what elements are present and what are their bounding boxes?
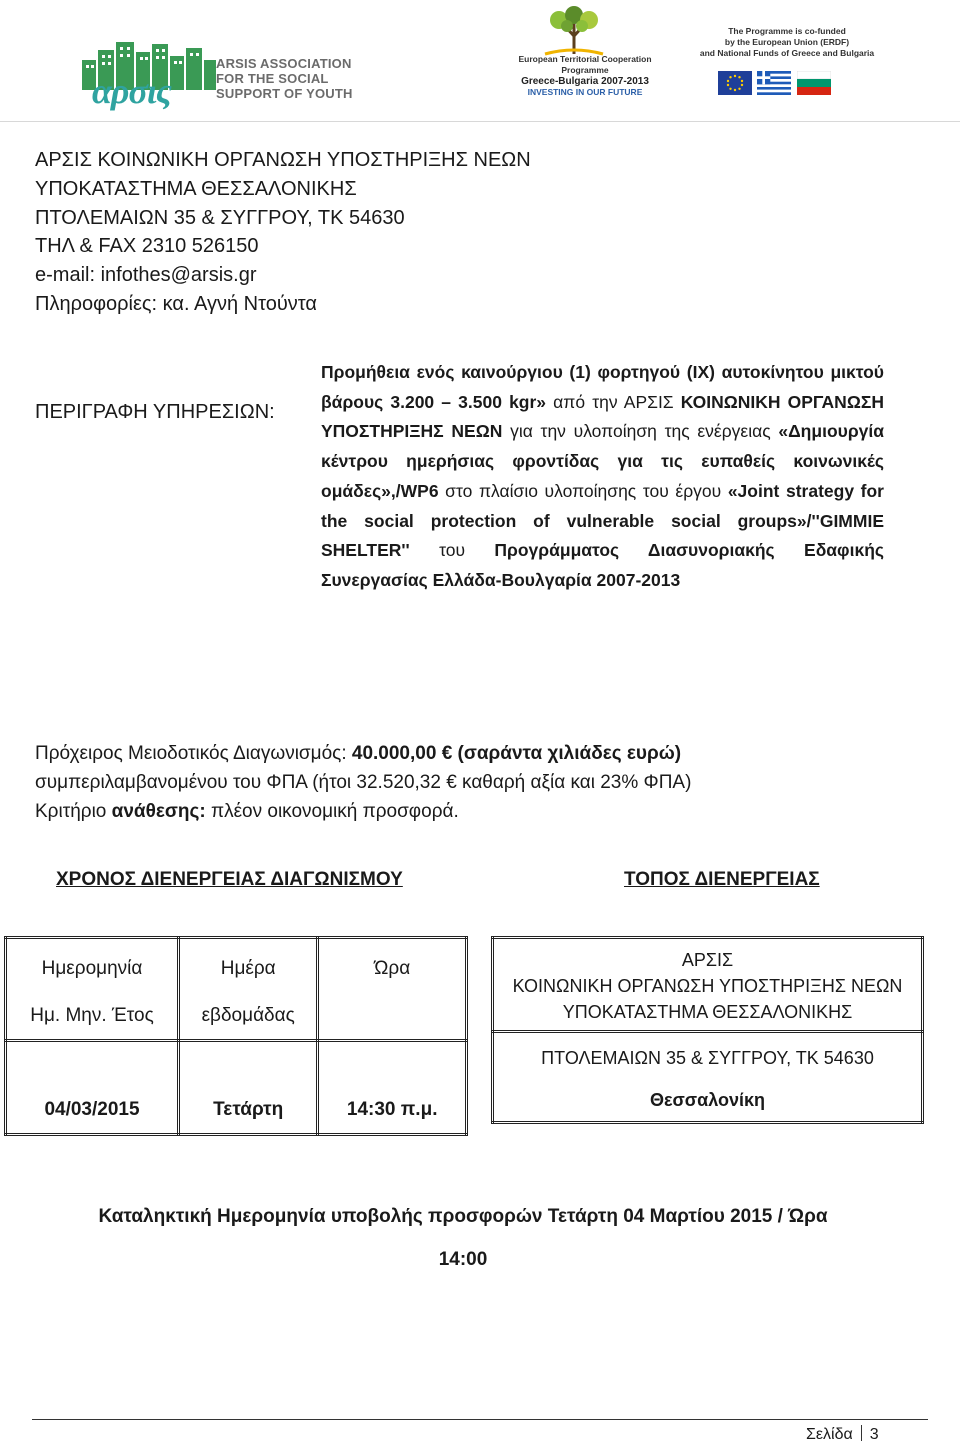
etcp-tree-icon	[535, 6, 613, 56]
place-organization-cell: ΑΡΣΙΣ ΚΟΙΝΩΝΙΚΗ ΟΡΓΑΝΩΣΗ ΥΠΟΣΤΗΡΙΞΗΣ ΝΕΩΝ ΥΠΟΚΑΤΑΣΤΗΜΑ ΘΕΣΣΑΛΟΝΙΚΗΣ	[493, 938, 923, 1032]
greece-flag-icon	[757, 71, 791, 95]
day-value: Τετάρτη	[179, 1041, 318, 1135]
budget-line-amount: Πρόχειρος Μειοδοτικός Διαγωνισμός: 40.000,00 € (σαράντα χιλιάδες ευρώ)	[35, 743, 682, 764]
place-heading: ΤΟΠΟΣ ΔΙΕΝΕΡΓΕΙΑΣ	[624, 869, 820, 890]
sender-org-name: ΑΡΣΙΣ ΚΟΙΝΩΝΙΚΗ ΟΡΓΑΝΩΣΗ ΥΠΟΣΤΗΡΙΞΗΣ ΝΕΩΝ	[35, 149, 531, 171]
budget-line-vat: συμπεριλαμβανομένου του ΦΠΑ (ήτοι 32.520,32 € καθαρή αξία και 23% ΦΠΑ)	[35, 772, 692, 793]
place-address-cell	[493, 1032, 923, 1123]
time-table	[4, 936, 468, 1136]
cofund-notice: The Programme is co-funded by the European Union (ERDF) and National Funds of Greece and Bulgaria	[699, 26, 875, 58]
table-row	[493, 938, 923, 1032]
sender-address-block	[35, 146, 531, 319]
time-header-cell: Ώρα	[318, 938, 467, 1041]
arsis-logo-text: ARSIS ASSOCIATION FOR THE SOCIAL SUPPORT OF YOUTH	[216, 56, 353, 101]
time-heading: ΧΡΟΝΟΣ ΔΙΕΝΕΡΓΕΙΑΣ ΔΙΑΓΩΝΙΣΜΟΥ	[56, 869, 403, 890]
time-value: 14:30 π.μ.	[318, 1041, 467, 1135]
arsis-logo-script: αρσις	[92, 71, 171, 111]
page-number-separator	[861, 1425, 862, 1441]
sender-phone: ΤΗΛ & FAX 2310 526150	[35, 235, 259, 258]
sender-contact: Πληροφορίες: κα. Αγνή Ντούντα	[35, 292, 317, 315]
table-row	[6, 1041, 467, 1135]
place-address: ΠΤΟΛΕΜΑΙΩΝ 35 & ΣΥΓΓΡΟΥ, ΤΚ 54630	[541, 1048, 874, 1068]
place-table	[491, 936, 924, 1124]
date-value: 04/03/2015	[6, 1041, 179, 1135]
submission-deadline-time: 14:00	[438, 1249, 488, 1270]
budget-block	[35, 739, 691, 826]
budget-line-criterion: Κριτήριο ανάθεσης: πλέον οικονομική προσφορά.	[35, 801, 459, 822]
sender-email[interactable]: e-mail: infothes@arsis.gr	[35, 264, 257, 287]
sender-branch: ΥΠΟΚΑΤΑΣΤΗΜΑ ΘΕΣΣΑΛΟΝΙΚΗΣ	[35, 177, 357, 200]
page-number: Σελίδα 3	[806, 1426, 879, 1443]
table-row	[6, 938, 467, 1041]
header-banner	[0, 0, 960, 122]
bulgaria-flag-icon	[797, 71, 831, 95]
table-row	[493, 1032, 923, 1123]
submission-deadline: Καταληκτική Ημερομηνία υποβολής προσφορών Τετάρτη 04 Μαρτίου 2015 / Ώρα	[98, 1206, 828, 1227]
eu-flag-icon	[718, 71, 752, 95]
date-header-cell: Ημερομηνία Ημ. Μην. Έτος	[6, 938, 179, 1041]
sender-address: ΠΤΟΛΕΜΑΙΩΝ 35 & ΣΥΓΓΡΟΥ, ΤΚ 54630	[35, 206, 405, 229]
place-city: Θεσσαλονίκη	[649, 1090, 766, 1110]
etcp-logo-text: European Territorial Cooperation Programme Greece-Bulgaria 2007-2013 INVESTING IN OUR FUTURE	[518, 54, 652, 97]
services-description: Προμήθεια ενός καινούργιου (1) φορτηγού (ΙΧ) αυτοκίνητου μικτού βάρους 3.200 – 3.500 kgr» από την ΑΡΣΙΣ ΚΟΙΝΩΝΙΚΗ ΟΡΓΑΝΩΣΗ ΥΠΟΣΤΗΡΙΞΗΣ ΝΕΩΝ για την υλοποίηση της ενέργειας «Δημιουργία κέντρου ημερήσιας φροντίδας για τις ευπαθείς κοινωνικές ομάδες»,/WP6 στο πλαίσιο υλοποίησης του έργου «Joint strategy for the social protection of vulnerable social groups»/''GIMMIE SHELTER'' του Προγράμματος Διασυνοριακής Εδαφικής Συνεργασίας Ελλάδα-Βουλγαρία 2007-2013	[321, 362, 884, 590]
day-header-cell: Ημέρα εβδομάδας	[179, 938, 318, 1041]
footer-divider	[32, 1419, 928, 1420]
services-label: ΠΕΡΙΓΡΑΦΗ ΥΠΗΡΕΣΙΩΝ:	[35, 401, 275, 423]
